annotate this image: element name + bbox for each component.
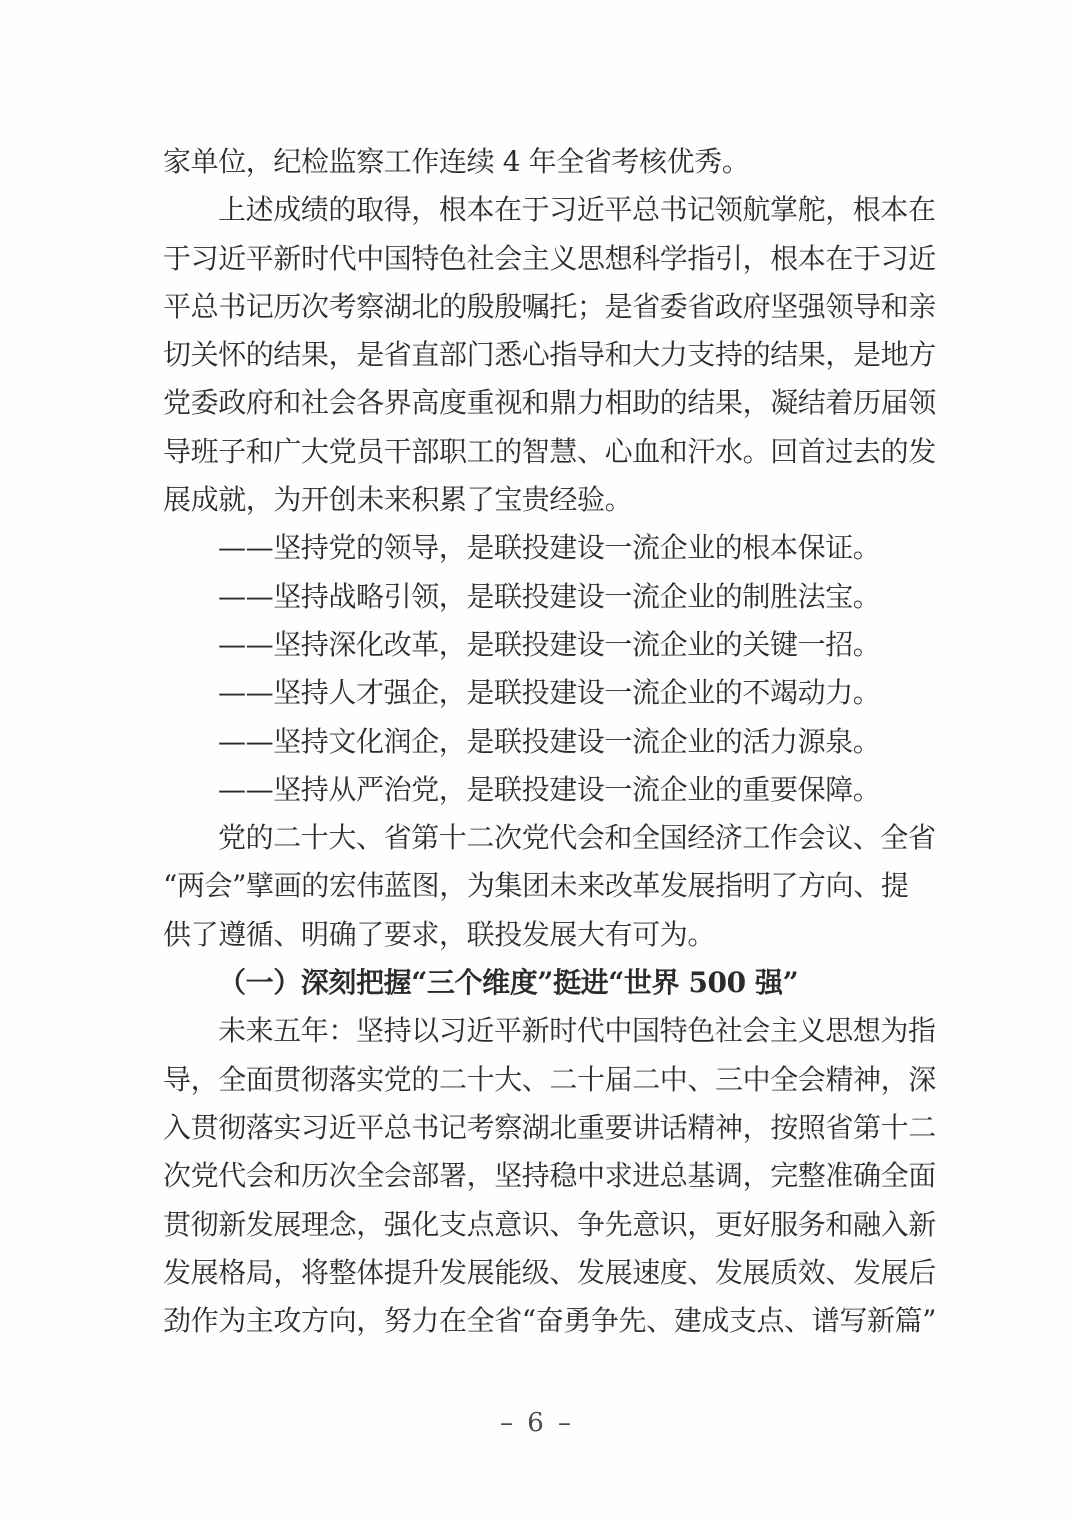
text-line: 党的二十大、省第十二次党代会和全国经济工作会议、全省: [218, 821, 936, 855]
text-line: ——坚持文化润企，是联投建设一流企业的活力源泉。: [218, 724, 881, 758]
text-line: 发展格局，将整体提升发展能级、发展速度、发展质效、发展后: [163, 1255, 936, 1289]
text-line: 党委政府和社会各界高度重视和鼎力相助的结果，凝结着历届领: [163, 386, 936, 420]
text-line: 上述成绩的取得，根本在于习近平总书记领航掌舵，根本在: [218, 193, 936, 227]
text-line: 入贯彻落实习近平总书记考察湖北重要讲话精神，按照省第十二: [163, 1110, 936, 1144]
text-line: “两会”擘画的宏伟蓝图，为集团未来改革发展指明了方向、提: [163, 869, 909, 903]
page-footer: [0, 1405, 1074, 1441]
text-line: 导班子和广大党员干部职工的智慧、心血和汗水。回首过去的发: [163, 434, 936, 468]
text-line: ——坚持人才强企，是联投建设一流企业的不竭动力。: [218, 676, 881, 710]
text-line: 切关怀的结果，是省直部门悉心指导和大力支持的结果，是地方: [163, 338, 936, 372]
text-line: ——坚持战略引领，是联投建设一流企业的制胜法宝。: [218, 579, 881, 613]
text-line: 未来五年：坚持以习近平新时代中国特色社会主义思想为指: [218, 1014, 936, 1048]
text-line: 家单位，纪检监察工作连续 4 年全省考核优秀。: [163, 145, 750, 178]
text-line: 平总书记历次考察湖北的殷殷嘱托；是省委省政府坚强领导和亲: [163, 289, 936, 323]
text-line: 导，全面贯彻落实党的二十大、二十届二中、三中全会精神，深: [163, 1062, 936, 1096]
text-line: ——坚持深化改革，是联投建设一流企业的关键一招。: [218, 627, 881, 661]
document-body: [163, 138, 947, 1345]
text-line: 次党代会和历次全会部署，坚持稳中求进总基调，完整准确全面: [163, 1159, 936, 1193]
text-line: 劲作为主攻方向，努力在全省“奋勇争先、建成支点、谱写新篇”: [163, 1304, 937, 1338]
text-line: 供了遵循、明确了要求，联投发展大有可为。: [163, 917, 716, 951]
text-line: 贯彻新发展理念，强化支点意识、争先意识，更好服务和融入新: [163, 1207, 936, 1241]
page-number: – 6 –: [499, 1408, 575, 1438]
text-line: 展成就，为开创未来积累了宝贵经验。: [163, 483, 633, 517]
text-line: ——坚持从严治党，是联投建设一流企业的重要保障。: [218, 772, 881, 806]
section-heading: （一）深刻把握“三个维度”挺进“世界 500 强”: [218, 966, 799, 1000]
text-line: 于习近平新时代中国特色社会主义思想科学指引，根本在于习近: [163, 241, 936, 275]
text-line: ——坚持党的领导，是联投建设一流企业的根本保证。: [218, 531, 881, 565]
